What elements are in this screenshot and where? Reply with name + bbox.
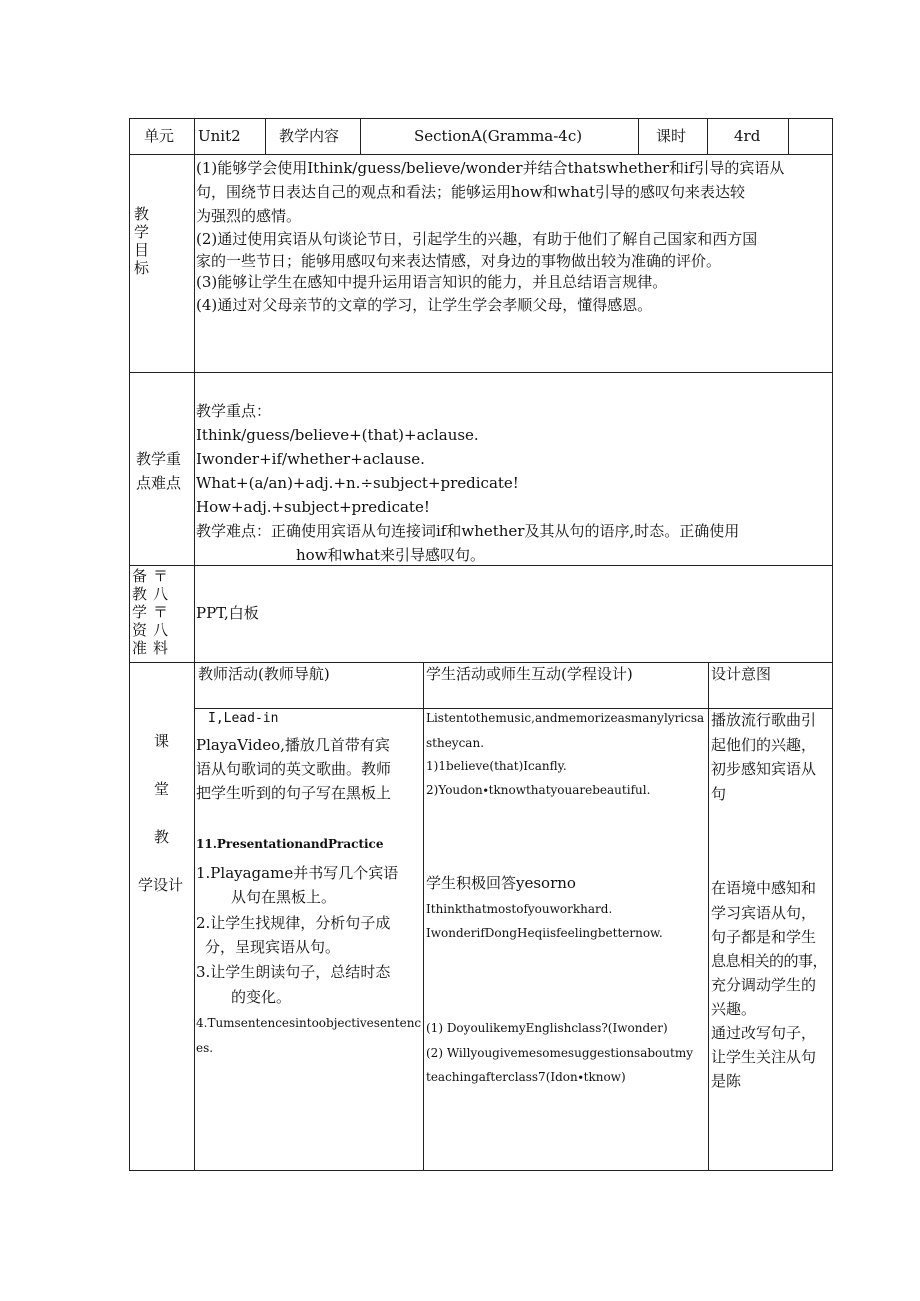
grid-line	[194, 118, 195, 1171]
student-convert-line: (2) Willyougivemesomesuggestionsaboutmy	[426, 1046, 693, 1060]
objective-line: 家的一些节日；能够用感叹句来表达情感，对身边的事物做出较为准确的评价。	[196, 252, 722, 270]
keypoint-line: Ithink/guess/believe+(that)+aclause.	[196, 426, 479, 444]
grid-line	[638, 118, 639, 155]
student-convert-line: teachingafterclass7(Idon∙tknow)	[426, 1070, 626, 1084]
label-char: 〒	[153, 603, 169, 621]
intent-line: 学习宾语从句，	[711, 904, 817, 922]
intent-line: 兴趣。	[711, 1000, 757, 1018]
grid-line	[423, 662, 424, 1171]
col-header-teacher: 教师活动(教师导航)	[198, 665, 330, 683]
unit-label: 单元	[144, 127, 175, 145]
teacher-leadin-line: PlayaVideo,播放几首带有宾	[196, 736, 390, 754]
content-label: 教学内容	[279, 127, 340, 145]
intent-line: 通过改写句子，	[711, 1024, 817, 1042]
teacher-step-line: 的变化。	[231, 988, 292, 1006]
leadin-heading: I,Lead-in	[208, 711, 279, 726]
intent-line: 初步感知宾语从	[711, 760, 817, 778]
grid-line	[708, 662, 709, 1171]
intent-line: 句	[711, 785, 727, 803]
intent-line: 是陈	[711, 1072, 742, 1090]
grid-line	[129, 154, 833, 155]
design-label-char: 堂	[154, 780, 170, 798]
design-label-char: 学设计	[138, 876, 184, 894]
label-char: 学	[132, 603, 148, 621]
keypoint-line: What+(a∕an)+adj.+n.÷subject+predicate!	[196, 474, 519, 492]
design-label-char: 教	[154, 828, 170, 846]
label-char: 准	[132, 639, 148, 657]
objective-line: (3)能够让学生在感知中提升运用语言知识的能力，并且总结语言规律。	[196, 273, 668, 291]
keypoint-line: How+adj.+subject+predicate!	[196, 498, 430, 516]
grid-line	[129, 1170, 833, 1171]
student-leadin-line: 1)1believe(that)Icanfly.	[426, 759, 567, 773]
grid-line	[194, 708, 833, 709]
teacher-step-line: 4.Tumsentencesintoobjectivesentenc	[196, 1016, 422, 1030]
teacher-step-line: 从句在黑板上。	[231, 888, 337, 906]
keypoint-line: how和what来引导感叹句。	[296, 546, 486, 564]
label-char: 目	[134, 241, 150, 259]
intent-line: 息息相关的的事，	[711, 952, 828, 970]
label-char: 八	[153, 621, 169, 639]
intent-line: 句子都是和学生	[711, 928, 817, 946]
label-char: 〒	[153, 567, 169, 585]
resources-label-col1	[132, 567, 152, 657]
col-header-intent: 设计意图	[711, 665, 772, 683]
grid-line	[832, 118, 833, 1171]
design-label-char: 课	[154, 732, 170, 750]
grid-line	[788, 118, 789, 155]
keypoints-label-line1: 教学重	[136, 450, 182, 468]
resources-value: PPT,白板	[196, 604, 259, 622]
teacher-leadin-line: 语从句歌词的英文歌曲。教师	[196, 760, 392, 778]
label-char: 教	[132, 585, 148, 603]
unit-value: Unit2	[198, 127, 241, 145]
objectives-label	[134, 205, 154, 277]
student-leadin-line: Listentothemusic,andmemorizeasmanylyricsa	[426, 711, 705, 725]
label-char: 学	[134, 223, 150, 241]
period-value: 4rd	[734, 127, 761, 145]
presentation-heading: 11.PresentationandPractice	[196, 837, 384, 851]
label-char: 标	[134, 259, 150, 277]
objective-line: 句，围绕节日表达自己的观点和看法；能够运用how和what引导的感叹句来表达较	[196, 183, 746, 201]
grid-line	[707, 118, 708, 155]
label-char: 教	[134, 205, 150, 223]
teacher-step-line: es.	[196, 1041, 214, 1055]
keypoint-line: 教学难点：正确使用宾语从句连接词if和whether及其从句的语序,时态。正确使用	[196, 522, 740, 540]
teacher-leadin-line: 把学生听到的句子写在黑板上	[196, 784, 392, 802]
keypoint-line: Iwonder+if/whether+aclause.	[196, 450, 425, 468]
student-answer-line: Ithinkthatmostofyouworkhard.	[426, 902, 613, 916]
objective-line: 为强烈的感情。	[196, 207, 302, 225]
content-value: SectionA(Gramma-4c)	[414, 127, 583, 145]
teacher-step-line: 分，呈现宾语从句。	[205, 938, 341, 956]
intent-line: 在语境中感知和	[711, 879, 817, 897]
period-label: 课时	[656, 127, 687, 145]
teacher-step-line: 2.让学生找规律，分析句子成	[196, 914, 391, 932]
objective-line: (2)通过使用宾语从句谈论节日，引起学生的兴趣，有助于他们了解自己国家和西方国	[196, 230, 758, 248]
intent-line: 起他们的兴趣，	[711, 736, 817, 754]
objective-line: (1)能够学会使用Ithink/guess/believe/wonder并结合thatswhether和if引导的宾语从	[196, 159, 785, 177]
intent-line: 充分调动学生的	[711, 976, 817, 994]
label-char: 备	[132, 567, 148, 585]
label-char: 料	[153, 639, 169, 657]
intent-line: 让学生关注从句	[711, 1048, 817, 1066]
keypoints-label-line2: 点难点	[136, 474, 182, 492]
student-answer: 学生积极回答yesorno	[426, 874, 576, 892]
resources-label-col2	[153, 567, 173, 657]
grid-line	[360, 118, 361, 155]
label-char: 资	[132, 621, 148, 639]
label-char: 八	[153, 585, 169, 603]
teacher-step-line: 1.Playagame并书写几个宾语	[196, 864, 399, 882]
grid-line	[265, 118, 266, 155]
teacher-step-line: 3.让学生朗读句子，总结时态	[196, 963, 391, 981]
student-leadin-line: stheycan.	[426, 736, 485, 750]
student-convert-line: (1) DoyoulikemyEnglishclass?(Iwonder)	[426, 1021, 668, 1035]
keypoint-line: 教学重点：	[196, 402, 272, 420]
student-leadin-line: 2)Youdon∙tknowthatyouarebeautiful.	[426, 783, 651, 797]
grid-line	[129, 118, 130, 1171]
col-header-student: 学生活动或师生互动(学程设计)	[426, 665, 633, 683]
grid-line	[129, 565, 833, 566]
grid-line	[129, 662, 833, 663]
student-answer-line: IwonderifDongHeqiisfeelingbetternow.	[426, 926, 663, 940]
intent-line: 播放流行歌曲引	[711, 711, 817, 729]
grid-line	[129, 372, 833, 373]
grid-line	[129, 118, 833, 119]
objective-line: (4)通过对父母亲节的文章的学习，让学生学会孝顺父母，懂得感恩。	[196, 296, 653, 314]
